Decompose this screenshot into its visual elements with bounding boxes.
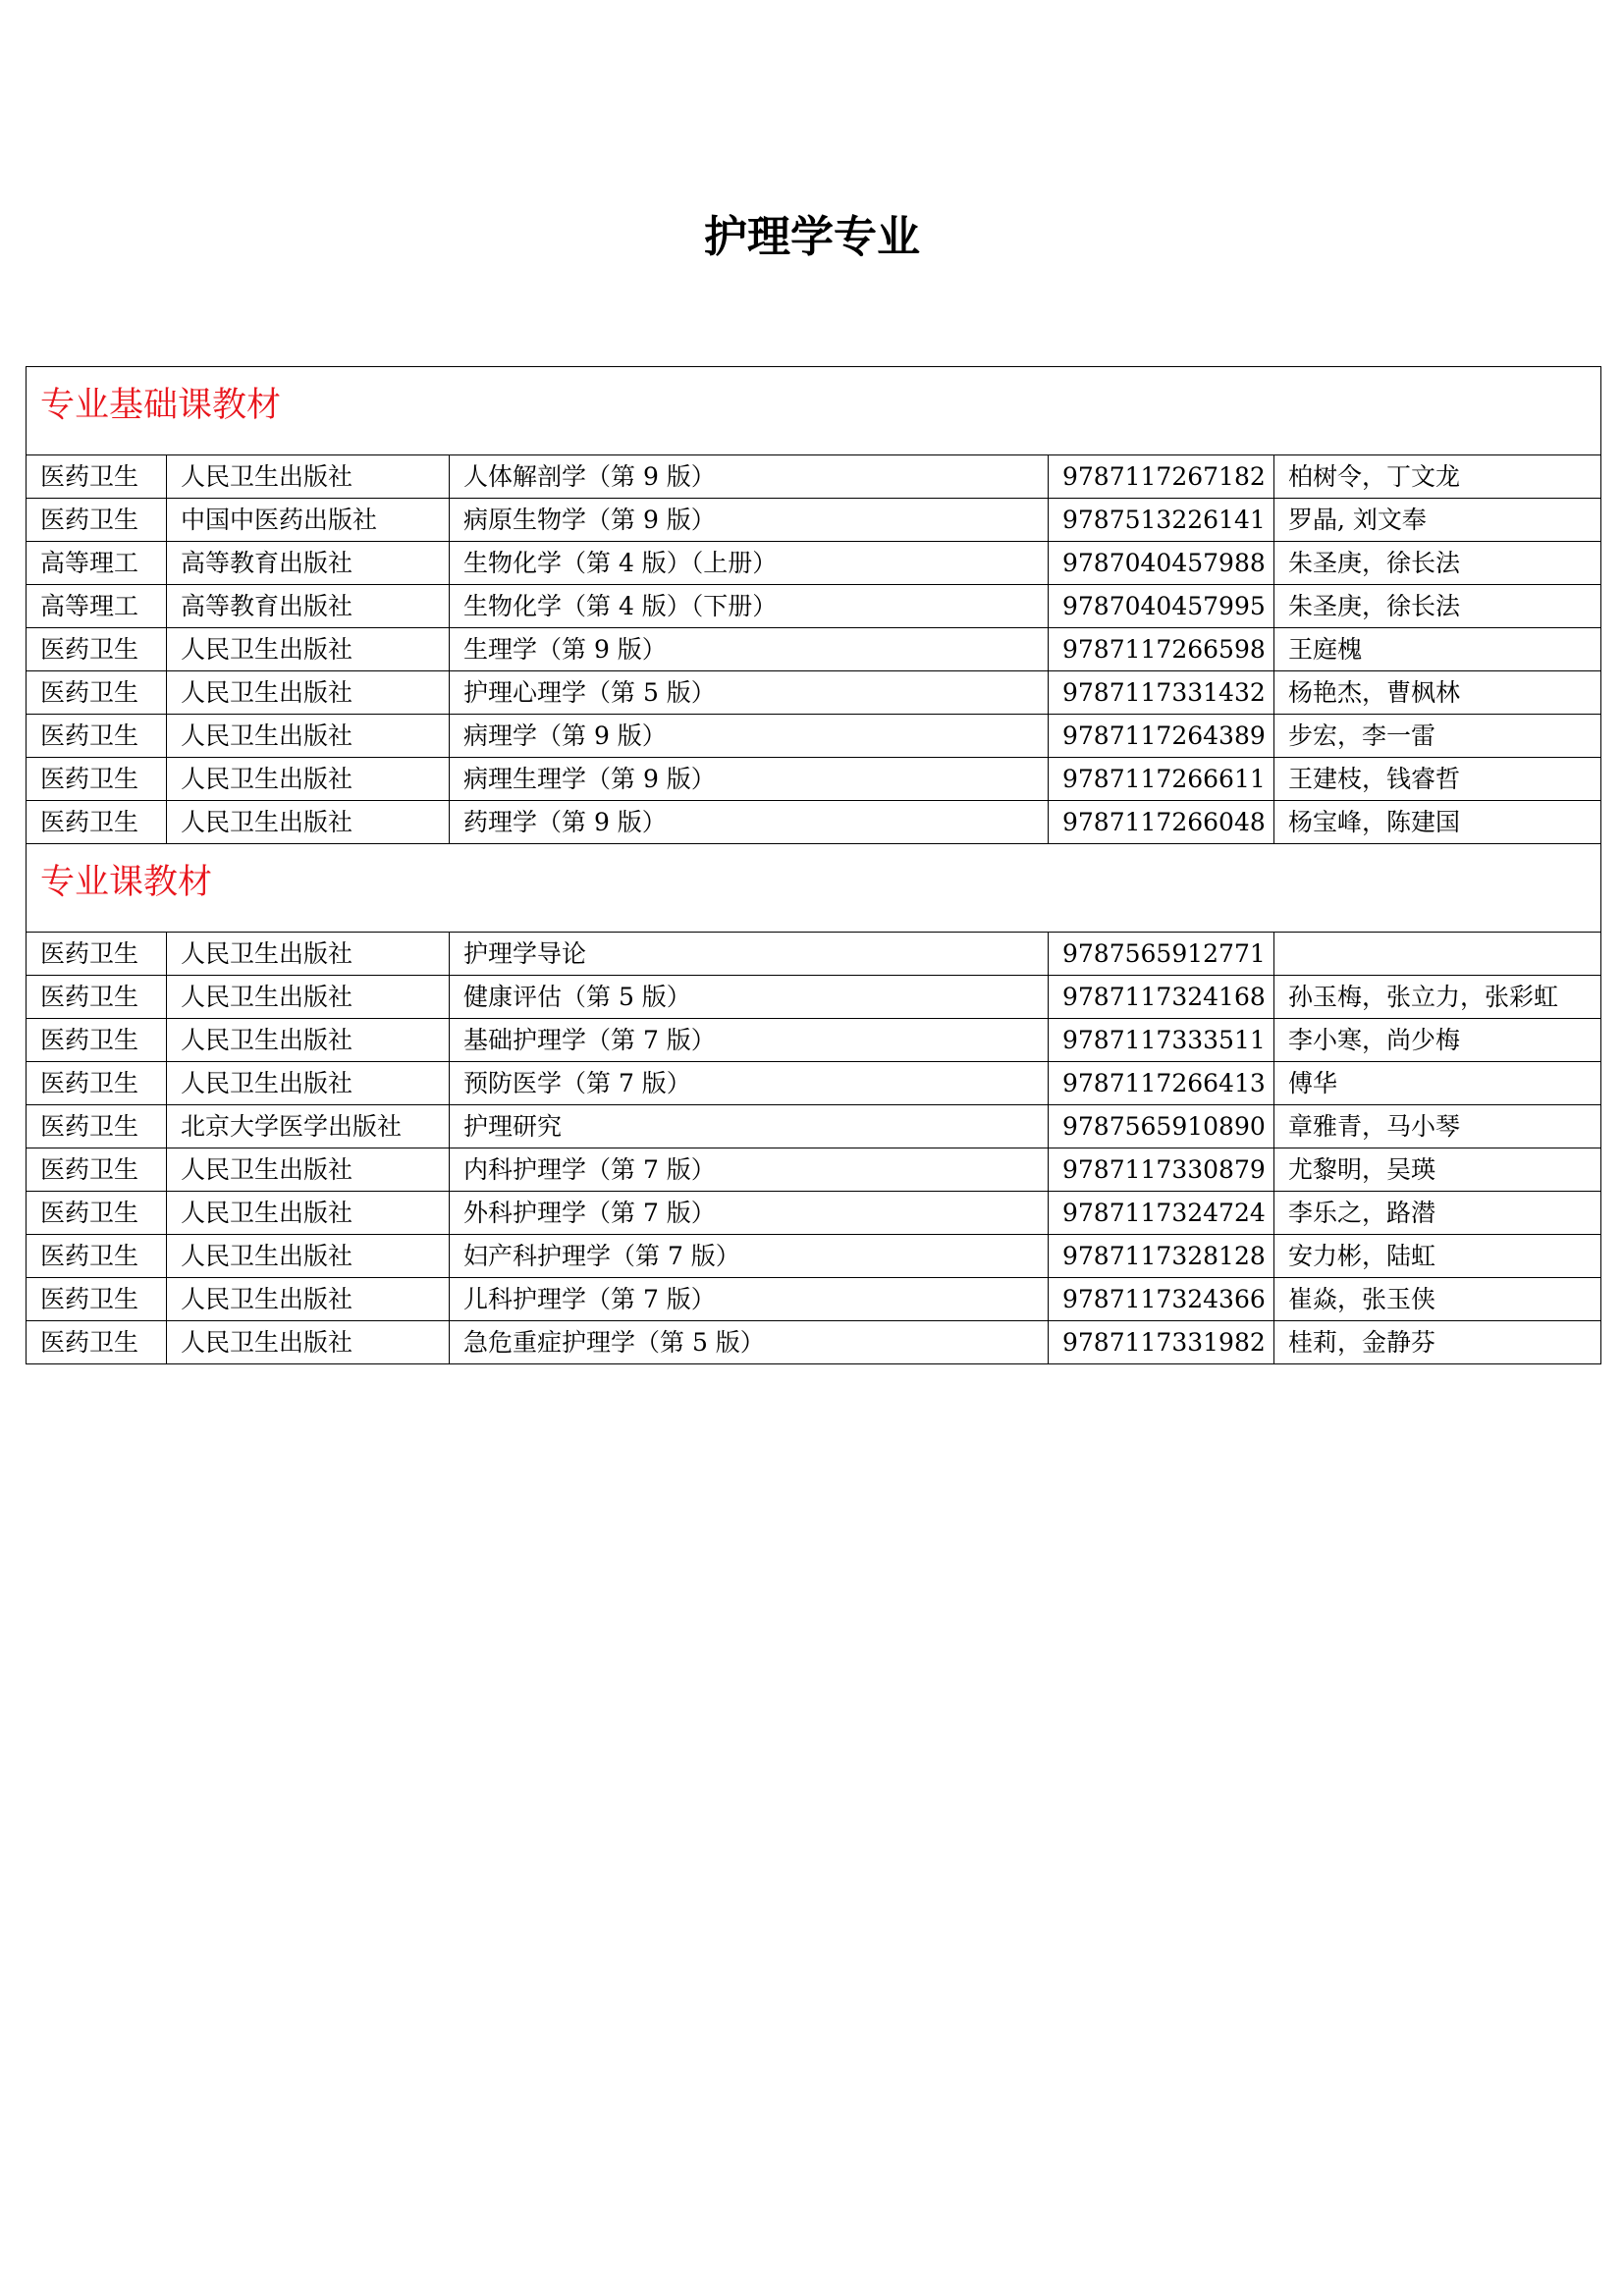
isbn-cell: 9787117333511 (1049, 1019, 1274, 1062)
category-cell: 医药卫生 (27, 801, 167, 844)
category-cell: 医药卫生 (27, 1235, 167, 1278)
publisher-cell: 人民卫生出版社 (167, 715, 450, 758)
isbn-cell: 9787117324168 (1049, 976, 1274, 1019)
section-header-row (27, 367, 1601, 455)
book-title-cell: 儿科护理学（第 7 版） (450, 1278, 1049, 1321)
category-cell: 医药卫生 (27, 1192, 167, 1235)
authors-cell: 李小寒，尚少梅 (1274, 1019, 1601, 1062)
authors-cell: 罗晶, 刘文奉 (1274, 499, 1601, 542)
table-row (27, 542, 1601, 585)
isbn-cell: 9787117266048 (1049, 801, 1274, 844)
book-title-cell: 健康评估（第 5 版） (450, 976, 1049, 1019)
authors-cell (1274, 933, 1601, 976)
book-title-cell: 基础护理学（第 7 版） (450, 1019, 1049, 1062)
textbook-table (26, 366, 1601, 1364)
isbn-cell: 9787040457988 (1049, 542, 1274, 585)
category-cell: 医药卫生 (27, 976, 167, 1019)
isbn-cell: 9787117266611 (1049, 758, 1274, 801)
authors-cell: 桂莉，金静芬 (1274, 1321, 1601, 1364)
category-cell: 医药卫生 (27, 499, 167, 542)
authors-cell: 朱圣庚，徐长法 (1274, 542, 1601, 585)
isbn-cell: 9787117324366 (1049, 1278, 1274, 1321)
publisher-cell: 北京大学医学出版社 (167, 1105, 450, 1148)
isbn-cell: 9787117264389 (1049, 715, 1274, 758)
publisher-cell: 中国中医药出版社 (167, 499, 450, 542)
book-title-cell: 外科护理学（第 7 版） (450, 1192, 1049, 1235)
authors-cell: 柏树令，丁文龙 (1274, 455, 1601, 499)
table-row (27, 933, 1601, 976)
category-cell: 高等理工 (27, 585, 167, 628)
authors-cell: 孙玉梅，张立力，张彩虹 (1274, 976, 1601, 1019)
table-row (27, 628, 1601, 671)
publisher-cell: 人民卫生出版社 (167, 801, 450, 844)
book-title-cell: 急危重症护理学（第 5 版） (450, 1321, 1049, 1364)
authors-cell: 安力彬，陆虹 (1274, 1235, 1601, 1278)
isbn-cell: 9787117266413 (1049, 1062, 1274, 1105)
category-cell: 医药卫生 (27, 1019, 167, 1062)
isbn-cell: 9787565910890 (1049, 1105, 1274, 1148)
table-row (27, 499, 1601, 542)
authors-cell: 杨宝峰，陈建国 (1274, 801, 1601, 844)
authors-cell: 杨艳杰，曹枫林 (1274, 671, 1601, 715)
publisher-cell: 人民卫生出版社 (167, 671, 450, 715)
publisher-cell: 人民卫生出版社 (167, 1192, 450, 1235)
table-row (27, 1321, 1601, 1364)
category-cell: 医药卫生 (27, 1321, 167, 1364)
isbn-cell: 9787117324724 (1049, 1192, 1274, 1235)
table-row (27, 1062, 1601, 1105)
authors-cell: 王庭槐 (1274, 628, 1601, 671)
book-title-cell: 病理生理学（第 9 版） (450, 758, 1049, 801)
publisher-cell: 人民卫生出版社 (167, 933, 450, 976)
publisher-cell: 人民卫生出版社 (167, 1321, 450, 1364)
publisher-cell: 人民卫生出版社 (167, 1019, 450, 1062)
authors-cell: 崔焱，张玉侠 (1274, 1278, 1601, 1321)
publisher-cell: 人民卫生出版社 (167, 628, 450, 671)
book-title-cell: 生理学（第 9 版） (450, 628, 1049, 671)
section-header-row (27, 844, 1601, 933)
publisher-cell: 人民卫生出版社 (167, 976, 450, 1019)
isbn-cell: 9787117267182 (1049, 455, 1274, 499)
category-cell: 医药卫生 (27, 715, 167, 758)
table-row (27, 671, 1601, 715)
book-title-cell: 妇产科护理学（第 7 版） (450, 1235, 1049, 1278)
book-title-cell: 病理学（第 9 版） (450, 715, 1049, 758)
book-title-cell: 生物化学（第 4 版）（下册） (450, 585, 1049, 628)
isbn-cell: 9787040457995 (1049, 585, 1274, 628)
isbn-cell: 9787117331982 (1049, 1321, 1274, 1364)
book-title-cell: 护理心理学（第 5 版） (450, 671, 1049, 715)
category-cell: 医药卫生 (27, 1148, 167, 1192)
section-heading: 专业基础课教材 (27, 367, 1601, 455)
isbn-cell: 9787117328128 (1049, 1235, 1274, 1278)
table-row (27, 455, 1601, 499)
book-title-cell: 人体解剖学（第 9 版） (450, 455, 1049, 499)
authors-cell: 王建枝，钱睿哲 (1274, 758, 1601, 801)
publisher-cell: 人民卫生出版社 (167, 1148, 450, 1192)
section-heading: 专业课教材 (27, 844, 1601, 933)
table-row (27, 1148, 1601, 1192)
book-title-cell: 病原生物学（第 9 版） (450, 499, 1049, 542)
textbook-table-body (27, 367, 1601, 1364)
table-row (27, 1235, 1601, 1278)
book-title-cell: 药理学（第 9 版） (450, 801, 1049, 844)
book-title-cell: 预防医学（第 7 版） (450, 1062, 1049, 1105)
authors-cell: 朱圣庚，徐长法 (1274, 585, 1601, 628)
isbn-cell: 9787117266598 (1049, 628, 1274, 671)
table-row (27, 585, 1601, 628)
table-row (27, 715, 1601, 758)
publisher-cell: 人民卫生出版社 (167, 455, 450, 499)
category-cell: 医药卫生 (27, 671, 167, 715)
book-title-cell: 生物化学（第 4 版）（上册） (450, 542, 1049, 585)
category-cell: 高等理工 (27, 542, 167, 585)
publisher-cell: 人民卫生出版社 (167, 1062, 450, 1105)
table-row (27, 758, 1601, 801)
isbn-cell: 9787117331432 (1049, 671, 1274, 715)
authors-cell: 傅华 (1274, 1062, 1601, 1105)
authors-cell: 步宏，李一雷 (1274, 715, 1601, 758)
category-cell: 医药卫生 (27, 758, 167, 801)
book-title-cell: 护理学导论 (450, 933, 1049, 976)
category-cell: 医药卫生 (27, 1062, 167, 1105)
publisher-cell: 人民卫生出版社 (167, 1235, 450, 1278)
isbn-cell: 9787565912771 (1049, 933, 1274, 976)
isbn-cell: 9787513226141 (1049, 499, 1274, 542)
publisher-cell: 高等教育出版社 (167, 542, 450, 585)
authors-cell: 章雅青，马小琴 (1274, 1105, 1601, 1148)
book-title-cell: 内科护理学（第 7 版） (450, 1148, 1049, 1192)
publisher-cell: 人民卫生出版社 (167, 758, 450, 801)
table-row (27, 976, 1601, 1019)
category-cell: 医药卫生 (27, 933, 167, 976)
table-row (27, 1019, 1601, 1062)
table-row (27, 1192, 1601, 1235)
category-cell: 医药卫生 (27, 455, 167, 499)
category-cell: 医药卫生 (27, 1105, 167, 1148)
table-row (27, 801, 1601, 844)
category-cell: 医药卫生 (27, 628, 167, 671)
publisher-cell: 人民卫生出版社 (167, 1278, 450, 1321)
category-cell: 医药卫生 (27, 1278, 167, 1321)
authors-cell: 尤黎明，吴瑛 (1274, 1148, 1601, 1192)
table-row (27, 1105, 1601, 1148)
publisher-cell: 高等教育出版社 (167, 585, 450, 628)
page-title: 护理学专业 (704, 212, 920, 262)
authors-cell: 李乐之，路潜 (1274, 1192, 1601, 1235)
book-title-cell: 护理研究 (450, 1105, 1049, 1148)
table-row (27, 1278, 1601, 1321)
isbn-cell: 9787117330879 (1049, 1148, 1274, 1192)
